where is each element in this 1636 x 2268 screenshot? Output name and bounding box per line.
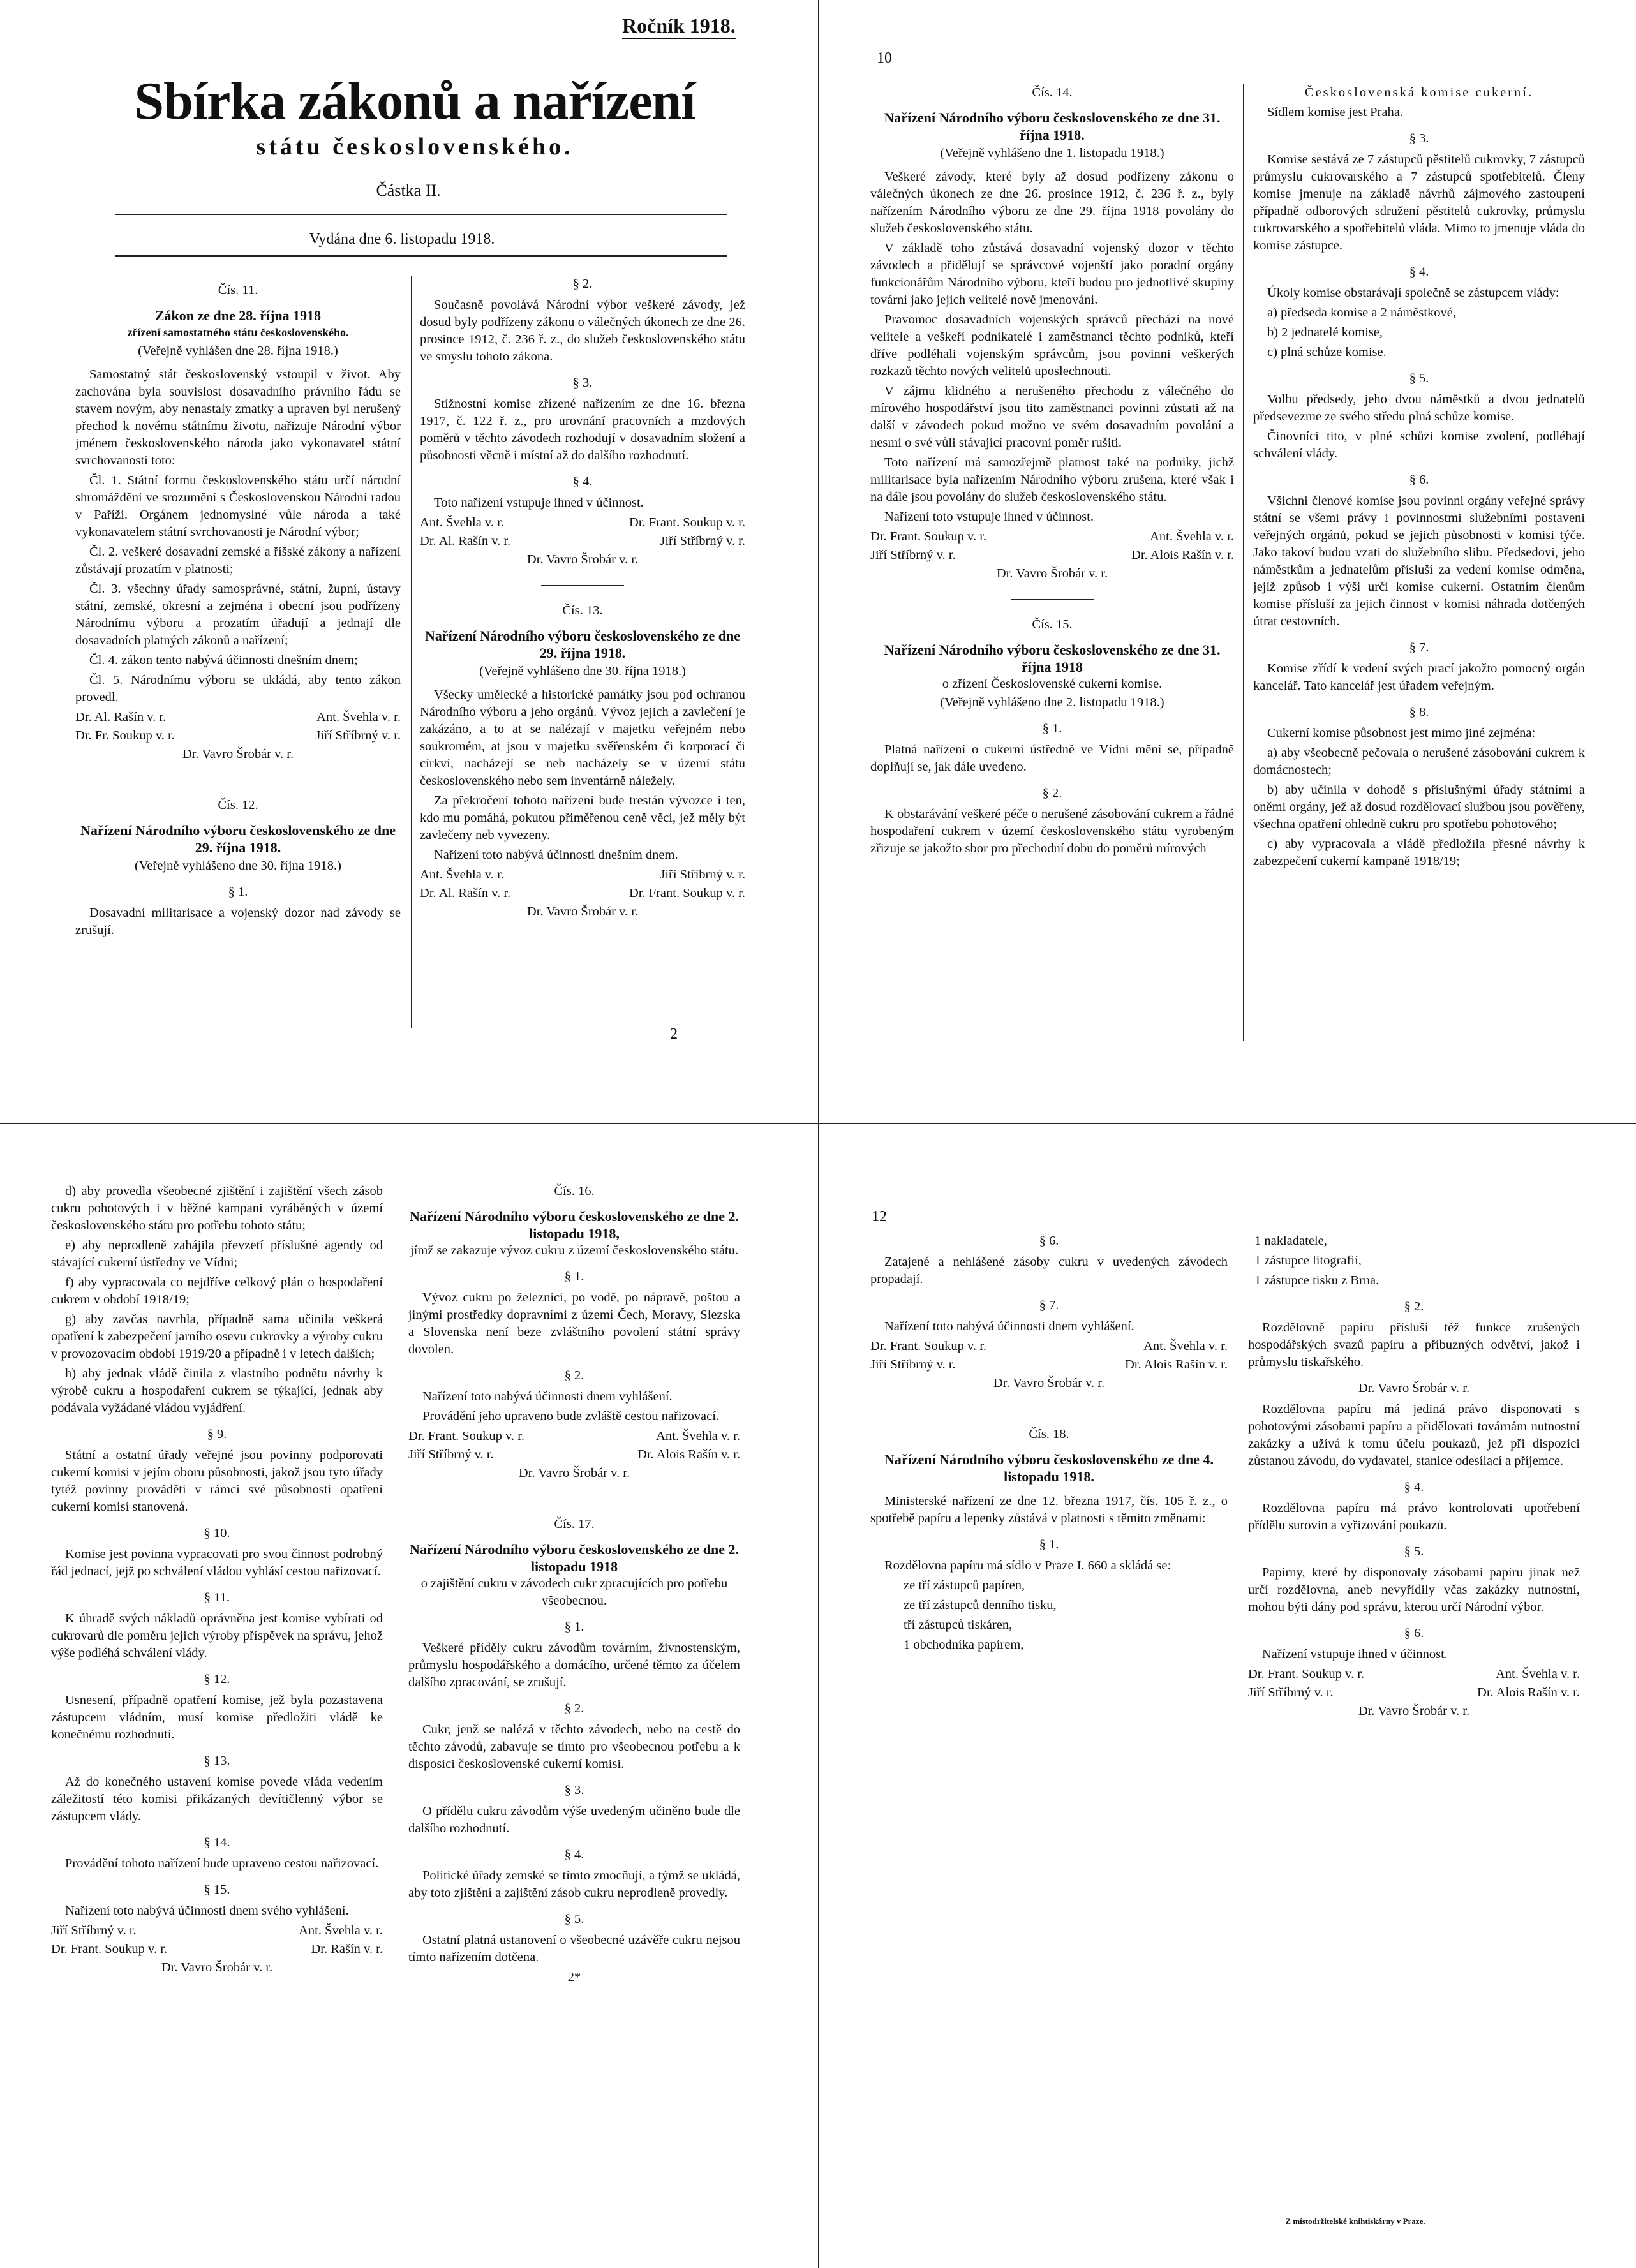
law-14-paragraph: V zájmu klidného a nerušeného přechodu z válečného do mírového hospodářství jsou tito zaměstnanci povinni zůstati až na další v závodech pokud možno ve svém dosavadním povolání a nesmí o své vůli stávající pracovní poměr rušiti. xyxy=(870,384,1234,450)
signatory: Ant. Švehla v. r. xyxy=(299,1923,383,1938)
signature-row xyxy=(870,1338,1228,1355)
paragraph-mark: § 14. xyxy=(204,1835,230,1849)
paragraph-mark: § 5. xyxy=(564,1912,584,1926)
law-14-paragraph: Pravomoc dosavadních vojenských správců přechází na nové velitele a veškeří podnikatelé i zaměstnanci těchto podniků, kteří dříve podléhali vojenským správcům, jsou povinni veškerých rozkazů těchto nových velitelů uposlechnouti. xyxy=(870,313,1234,378)
page-2-left-column xyxy=(870,84,1234,860)
law-11-article-4: Čl. 4. zákon tento nabývá účinnosti dnešním dnem; xyxy=(89,653,358,667)
law-number-17: Čís. 17. xyxy=(554,1517,595,1531)
law-13-title: Nařízení Národního výboru československého ze dne 29. října 1918. xyxy=(424,628,740,661)
law-15-section-1: Platná nařízení o cukerní ústředně ve Vídni mění se, případně doplňují se, jak dále uvedeno. xyxy=(870,743,1234,774)
law-15-section-7: Komise zřídí k vedení svých prací jakožto pomocný orgán kancelář. Tato kancelář jest úřadem veřejným. xyxy=(1253,662,1585,693)
section-text: Rozdělovně papíru přísluší též funkce zrušených hospodářských svazů papíru a příbuzných odvětví, jakož i průmyslu tiskařského. xyxy=(1248,1321,1580,1369)
signatory: Dr. Frant. Soukup v. r. xyxy=(870,530,987,544)
page-4 xyxy=(819,1124,1636,2268)
list-item: 1 zástupce litografií, xyxy=(1254,1254,1362,1268)
law-number-11: Čís. 11. xyxy=(218,283,258,297)
signature-row xyxy=(1248,1666,1580,1683)
signatory: Dr. Alois Rašín v. r. xyxy=(1477,1686,1580,1700)
printer-imprint: Z místodržitelské knihtiskárny v Praze. xyxy=(1285,2216,1425,2226)
law-number-14: Čís. 14. xyxy=(1032,85,1073,100)
law-14-paragraph: Veškeré závody, které byly až dosud podřízeny zákonu o válečných úkonech ze dne 26. prosince 1912, č. 236 ř. z., byly nařízením Národního výboru ze dne 29. října 1918 povolány do služeb československého státu. xyxy=(870,170,1234,235)
signature-row xyxy=(1248,1684,1580,1701)
page-4-left-column xyxy=(870,1233,1228,1656)
law-14-published: (Veřejně vyhlášeno dne 1. listopadu 1918.) xyxy=(940,146,1164,160)
section-text: Provádění tohoto nařízení bude upraveno cestou nařizovací. xyxy=(65,1857,379,1871)
signatory: Dr. Alois Rašín v. r. xyxy=(637,1448,740,1462)
signatory: Dr. Vavro Šrobár v. r. xyxy=(1358,1704,1470,1718)
section-text: Rozdělovna papíru má právo kontrolovati upotřebení přídělu surovin a vyřizování poukazů. xyxy=(1248,1501,1580,1532)
signature-row xyxy=(420,533,745,550)
section-text: Zatajené a nehlášené zásoby cukru v uvedených závodech propadají. xyxy=(870,1255,1228,1286)
paragraph-mark: Dr. Vavro Šrobár v. r. xyxy=(1358,1381,1470,1395)
section-text: Vývoz cukru po železnici, po vodě, po nápravě, poštou a jinými prostředky dopravními z území Čech, Moravy, Slezska a Slovenska není beze zvláštního povolení státní správy dovolen. xyxy=(408,1291,740,1356)
issue-date: Vydána dne 6. listopadu 1918. xyxy=(309,231,495,248)
page-3-right-column xyxy=(408,1183,740,1986)
section-text: Nařízení toto nabývá účinnosti dnem vyhlášení. xyxy=(422,1390,673,1404)
signatory: Jiří Stříbrný v. r. xyxy=(660,534,745,548)
paragraph-mark: § 2. xyxy=(1042,786,1062,800)
commission-name: Československá komise cukerní. xyxy=(1304,85,1534,100)
paragraph-mark: § 1. xyxy=(564,1620,584,1634)
law-11-article-3: Čl. 3. všechny úřady samosprávné, státní, župní, ústavy státní, zemské, okresní a zejména i obecní jsou podřízeny Národnímu výboru a prozatím úřadují a jednají dle dosavadních platných zákonů a nařízení; xyxy=(75,582,401,648)
paragraph-mark: § 11. xyxy=(204,1590,230,1605)
law-12-section-1: Dosavadní militarisace a vojenský dozor nad závody se zrušují. xyxy=(75,906,401,937)
paragraph-mark: § 8. xyxy=(1409,705,1429,719)
law-18-title: Nařízení Národního výboru československého ze dne 4. listopadu 1918. xyxy=(884,1451,1214,1485)
signatory: Dr. Rašín v. r. xyxy=(311,1942,383,1956)
list-item: g) aby zavčas navrhla, případně sama učinila veškerá opatření k zabezpečení jarního osevu cukrovky a výroby cukru v provozovacím období 1919/20 a případně i v letech dalších; xyxy=(51,1312,383,1361)
signatory: Dr. Vavro Šrobár v. r. xyxy=(996,567,1108,581)
paragraph-mark: § 1. xyxy=(228,885,248,899)
signatory: Ant. Švehla v. r. xyxy=(420,868,504,882)
section-text: Rozdělovna papíru má sídlo v Praze I. 660 a skládá se: xyxy=(884,1559,1171,1573)
signatory: Dr. Frant. Soukup v. r. xyxy=(870,1339,987,1353)
paragraph-mark: § 13. xyxy=(204,1754,230,1768)
section-text: K úhradě svých nákladů oprávněna jest komise vybírati od cukrovarů dle poměru jejich výroby příspěvek na správu, jehož výše podléhá schválení vlády. xyxy=(51,1612,383,1660)
list-item: ze tří zástupců denního tisku, xyxy=(904,1598,1057,1612)
page-number: 12 xyxy=(872,1208,887,1225)
paragraph-mark: § 5. xyxy=(1409,371,1429,385)
signatory: Dr. Vavro Šrobár v. r. xyxy=(161,1960,273,1975)
signatory: Jiří Stříbrný v. r. xyxy=(1248,1686,1334,1700)
signatory: Dr. Frant. Soukup v. r. xyxy=(51,1942,168,1956)
signatory: Ant. Švehla v. r. xyxy=(316,710,401,724)
section-text: Veškeré příděly cukru závodům továrním, živnostenským, průmyslu hospodářského a domácího, určené těmto za účelem dalšího zpracování, se zrušují. xyxy=(408,1641,740,1689)
law-number-12: Čís. 12. xyxy=(218,798,258,812)
page-1-right-column xyxy=(420,276,745,922)
signature-row xyxy=(420,514,745,531)
section-text: Politické úřady zemské se tímto zmocňují, a týmž se ukládá, aby toto zjištění a zajištění zásob cukru neprodleně provedly. xyxy=(408,1869,740,1900)
header-rule-bottom xyxy=(115,255,727,257)
paragraph-mark: § 5. xyxy=(1404,1545,1424,1559)
list-item: c) aby vypracovala a vládě předložila přesné návrhy k zabezpečení cukerní kampaně 1918/19; xyxy=(1253,837,1585,868)
list-item: d) aby provedla všeobecné zjištění i zajištění všech zásob cukru pohotových i v běžné kampani vyráběných v území československého státu pro potřebu tohoto státu; xyxy=(51,1184,383,1233)
paragraph-mark: § 6. xyxy=(1409,473,1429,487)
list-item: e) aby neprodleně zahájila převzetí příslušné agendy od stávající cukerní ústředny ve Vídni; xyxy=(51,1238,383,1270)
page-1-left-column xyxy=(75,276,401,942)
signatory: Jiří Stříbrný v. r. xyxy=(870,548,956,562)
page-2 xyxy=(819,0,1636,1123)
signatory: Dr. Al. Rašín v. r. xyxy=(420,534,511,548)
law-15-section-3: Komise sestává ze 7 zástupců pěstitelů cukrovky, 7 zástupců průmyslu cukrovarského a 7 zástupců spotřebitelů. Členy komise jmenuje na základě návrhů zájmového zastoupení případně odborových sdružení pěstitelů cukrovky, průmyslu cukrovarského a spotřebitelů vláda. Mimo to jmenuje vláda do komise zástupce. xyxy=(1253,152,1585,253)
law-15-subtitle: o zřízení Československé cukerní komise. xyxy=(942,677,1163,691)
paragraph-mark: § 7. xyxy=(1039,1298,1059,1312)
law-14-title: Nařízení Národního výboru československého ze dne 31. října 1918. xyxy=(884,110,1221,143)
section-text: Státní a ostatní úřady veřejné jsou povinny podporovati cukerní komisi v jejím oboru působnosti, jakož jsou tyto úřady tytéž povinny prováděti v rámci své působnosti opatření cukerní komisí stanovená. xyxy=(51,1448,383,1514)
law-15-section-8: Cukerní komise působnost jest mimo jiné zejména: xyxy=(1267,726,1536,740)
column-divider xyxy=(1243,84,1244,1041)
signatory: Dr. Vavro Šrobár v. r. xyxy=(518,1466,630,1480)
signature-row xyxy=(51,1941,383,1958)
signatory: Dr. Frant. Soukup v. r. xyxy=(408,1429,525,1443)
law-14-paragraph: V základě toho zůstává dosavadní vojenský dozor v těchto závodech a přidělují se správcové vojenští jako poradní orgány funkcionářům Národního výboru, kteří budou pro jednotlivé skupiny továrni jako jejich velitelé nově jmenováni. xyxy=(870,241,1234,307)
page-4-right-column xyxy=(1248,1233,1580,1721)
section-text: Nařízení toto nabývá účinnosti dnem svého vyhlášení. xyxy=(65,1904,349,1918)
paragraph-mark: § 6. xyxy=(1039,1234,1059,1248)
signature-row xyxy=(75,727,401,745)
signatory: Dr. Vavro Šrobár v. r. xyxy=(526,552,639,567)
section-text: Cukr, jenž se nalézá v těchto závodech, nebo na cestě do těchto závodů, zabavuje se tímto pro všeobecnou potřebu a k disposici československé cukerní komisi. xyxy=(408,1723,740,1771)
signature-row xyxy=(408,1428,740,1445)
page-number: 10 xyxy=(877,50,892,66)
paragraph-mark: § 4. xyxy=(572,475,593,489)
collection-subtitle: státu československého. xyxy=(256,133,574,160)
signatory: Jiří Stříbrný v. r. xyxy=(51,1923,137,1938)
list-item: tří zástupců tiskáren, xyxy=(904,1618,1013,1632)
law-15-section-5: Volbu předsedy, jeho dvou náměstků a dvou jednatelů předsevezme ze svého středu plná schůze komise. xyxy=(1253,392,1585,424)
signature-row xyxy=(420,885,745,902)
law-15-title: Nařízení Národního výboru československého ze dne 31. října 1918 xyxy=(884,642,1221,675)
section-text: Nařízení toto nabývá účinnosti dnem vyhlášení. xyxy=(884,1319,1134,1333)
law-14-paragraph: Nařízení toto vstupuje ihned v účinnost. xyxy=(884,510,1094,524)
signature-row xyxy=(420,866,745,884)
list-item: 1 nakladatele, xyxy=(1254,1234,1327,1248)
list-item: 1 zástupce tisku z Brna. xyxy=(1254,1273,1379,1287)
signatory: Dr. Al. Rašín v. r. xyxy=(420,886,511,900)
signatory: Dr. Vavro Šrobár v. r. xyxy=(182,747,294,761)
signatory: Dr. Alois Rašín v. r. xyxy=(1125,1358,1228,1372)
list-item: h) aby jednak vládě činila z vlastního podnětu návrhy k výrobě cukru a hospodaření cukrem se týkající, jednak aby podávala vyžádané vládou vyjádření. xyxy=(51,1367,383,1415)
law-13-paragraph: Všecky umělecké a historické památky jsou pod ochranou Národního výboru a jeho orgánů. Vývoz jejich a zavlečení je zakázáno, a to at se nalézají v majetku veřejném nebo soukromém, at jsou v majetku svěřenském či korporací či církví, nacházejí se neb nacházely se v území státu československého nebo sem inventárně náležely. xyxy=(420,688,745,788)
law-number-15: Čís. 15. xyxy=(1032,618,1073,632)
law-15-section-5b: Činovníci tito, v plné schůzi komise zvolení, podléhají schválení vlády. xyxy=(1253,429,1585,461)
law-13-published: (Veřejně vyhlášeno dne 30. října 1918.) xyxy=(479,664,686,678)
section-divider xyxy=(541,585,624,586)
section-text: Nařízení vstupuje ihned v účinnost. xyxy=(1262,1647,1448,1661)
paragraph-mark: § 2. xyxy=(572,277,593,291)
law-14-paragraph: Toto nařízení má samozřejmě platnost také na podniky, jichž militarisace byla nařízením Národního výboru zrušena, které však i na dále jsou povolány do služeb československého státu. xyxy=(870,456,1234,504)
section-text: Až do konečného ustavení komise povede vláda vedením záležitostí této komisi přikázaných devítičlenný výbor se zástupcem vlády. xyxy=(51,1775,383,1823)
signatory: Jiří Stříbrný v. r. xyxy=(870,1358,956,1372)
law-number-13: Čís. 13. xyxy=(562,604,603,618)
law-12-section-4: Toto nařízení vstupuje ihned v účinnost. xyxy=(434,496,644,510)
law-11-paragraph: Samostatný stát československý vstoupil v život. Aby zachována byla souvislost dosavadního právního řádu se stavem novým, aby nenastaly zmatky a upraven byl nerušený přechod k novému státnímu životu, nařizuje Národní výbor jménem československého národa jako vykonavatel státní svrchovanosti toto: xyxy=(75,367,401,468)
law-12-published: (Veřejně vyhlášeno dne 30. října 1918.) xyxy=(135,859,341,873)
commission-seat: Sídlem komise jest Praha. xyxy=(1267,105,1403,119)
page-2-right-column xyxy=(1253,84,1585,873)
section-text: Papírny, které by disponovaly zásobami papíru jinak než určí rozdělovna, aneb nevyřídily včas zakázky nutnostní, mohou býti dány pod správu, kterou určí Národní výbor. xyxy=(1248,1566,1580,1614)
list-item: 1 obchodníka papírem, xyxy=(904,1638,1024,1652)
page-number: 2 xyxy=(670,1026,678,1042)
signatory: Jiří Stříbrný v. r. xyxy=(660,868,745,882)
law-12-section-3: Stížnostní komise zřízené nařízením ze dne 16. března 1917, č. 122 ř. z., pro urovnání pracovních a mzdových poměrů v těchto závodech rozhodují v dosavadním složení a působnosti věcně i místní až do dalšího rozhodnutí. xyxy=(420,397,745,463)
law-11-title: Zákon ze dne 28. října 1918 xyxy=(154,308,322,323)
law-15-section-6: Všichni členové komise jsou povinni orgány veřejné správy státní se všemi právy i povinnostmi služebními postaveni veřejných orgánů, pokud se jejich působnosti v komisi týče. Jako takoví budou vzati do služebního slibu. Předsedovi, jeho náměstkům a jednatelům přísluší za vedení komise odměna, jejíž způsob i výši určí komise cukerní. Ostatním členům komise přísluší za jejich činnost v komisi náhrada dotčených útrat cestovních. xyxy=(1253,494,1585,628)
signatory: Dr. Frant. Soukup v. r. xyxy=(628,515,745,530)
law-16-subtitle: jímž se zakazuje vývoz cukru z území československého státu. xyxy=(410,1243,739,1257)
law-12-section-2: Současně povolává Národní výbor veškeré závody, jež dosud byly podřízeny zákonu o válečných úkonech ze dne 26. prosince 1912, č. 236 ř. z., do služeb československého státu ve smyslu tohoto zákona. xyxy=(420,298,745,364)
section-text: Ostatní platná ustanovení o všeobecné uzávěře cukru nejsou tímto nařízením dotčena. xyxy=(408,1933,740,1964)
signatory: Ant. Švehla v. r. xyxy=(656,1429,740,1443)
column-divider xyxy=(411,276,412,1028)
collection-title: Sbírka zákonů a nařízení xyxy=(134,71,695,131)
page-1 xyxy=(0,0,818,1123)
list-item: c) plná schůze komise. xyxy=(1267,345,1387,359)
paragraph-mark: § 12. xyxy=(204,1672,230,1686)
list-item: b) aby učinila v dohodě s příslušnými úřady státními a oněmi orgány, jež až dosud rozdělovací službou jsou pověřeny, všechna opatření ohledně cukru pro spotřebu pohotového; xyxy=(1253,783,1585,831)
page-3-left-column xyxy=(51,1183,383,1978)
list-item: a) aby všeobecně pečovala o nerušené zásobování cukrem k domácnostech; xyxy=(1253,746,1585,777)
section-text: Usnesení, případně opatření komise, jež byla pozastavena zástupcem vládním, musí komise předložiti vládě ke konečnému rozhodnutí. xyxy=(51,1693,383,1742)
paragraph-mark: § 7. xyxy=(1409,641,1429,655)
section-text: Komise jest povinna vypracovati pro svou činnost podrobný řád jednací, jejž po schválení vládou vyhlásí cestou nařizovací. xyxy=(51,1547,383,1578)
paragraph-mark: § 2. xyxy=(564,1701,584,1716)
law-11-article-5: Čl. 5. Národnímu výboru se ukládá, aby tento zákon provedl. xyxy=(75,673,401,704)
law-13-paragraph: Nařízení toto nabývá účinnosti dnešním dnem. xyxy=(434,848,678,862)
paragraph-mark: § 1. xyxy=(1039,1538,1059,1552)
signature-row xyxy=(75,709,401,726)
signature-row xyxy=(870,528,1234,545)
header-rule-top xyxy=(115,214,727,215)
signatory: Jiří Stříbrný v. r. xyxy=(408,1448,494,1462)
signature-row xyxy=(870,1356,1228,1374)
list-item: f) aby vypracovala co nejdříve celkový plán o hospodaření cukrem v období 1918/19; xyxy=(51,1275,383,1307)
paragraph-mark: § 4. xyxy=(1404,1480,1424,1494)
paragraph-mark: § 2. xyxy=(1404,1300,1424,1314)
law-13-paragraph: Za překročení tohoto nařízení bude trestán vývozce i ten, kdo mu pomáhá, pokutou přiměřenou ceně věci, jež měly být zavlečeny neb vyvezeny. xyxy=(420,794,745,842)
law-11-subtitle: zřízení samostatného státu československého. xyxy=(127,326,349,339)
signatory: Dr. Frant. Soukup v. r. xyxy=(628,886,745,900)
signatory: Dr. Vavro Šrobár v. r. xyxy=(993,1376,1105,1390)
part-number: Částka II. xyxy=(376,181,441,200)
signatory: Ant. Švehla v. r. xyxy=(1150,530,1234,544)
signatory: Dr. Frant. Soukup v. r. xyxy=(1248,1667,1365,1681)
section-text: Rozdělovna papíru má jediná právo disponovati s pohotovými zásobami papíru a přidělovati továrnám nutnostní zakázky a užívá k tomu účelu poukazů, jež při dispozici zůstanou závodu, do vydavatel, stanice odesílací a příjemce. xyxy=(1248,1402,1580,1468)
law-16-title: Nařízení Národního výboru československého ze dne 2. listopadu 1918, xyxy=(409,1208,739,1241)
signature-row xyxy=(408,1446,740,1464)
section-text: Provádění jeho upraveno bude zvláště cestou nařizovací. xyxy=(422,1409,720,1423)
paragraph-mark: § 6. xyxy=(1404,1626,1424,1640)
law-15-published: (Veřejně vyhlášeno dne 2. listopadu 1918.) xyxy=(940,695,1164,709)
paragraph-mark: § 15. xyxy=(204,1883,230,1897)
signatory: Dr. Vavro Šrobár v. r. xyxy=(526,905,639,919)
paragraph-mark: § 2. xyxy=(564,1368,584,1382)
law-number-16: Čís. 16. xyxy=(554,1184,595,1198)
paragraph-mark: § 3. xyxy=(564,1783,584,1797)
signatory: Ant. Švehla v. r. xyxy=(1143,1339,1228,1353)
paragraph-mark: § 3. xyxy=(1409,131,1429,145)
paragraph-mark: § 4. xyxy=(564,1848,584,1862)
section-text: O přídělu cukru závodům výše uvedeným učiněno bude dle dalšího rozhodnutí. xyxy=(408,1804,740,1835)
law-11-article-2: Čl. 2. veškeré dosavadní zemské a říšské zákony a nařízení zůstávají prozatím v platnosti; xyxy=(75,545,401,576)
law-number-18: Čís. 18. xyxy=(1029,1427,1069,1441)
law-17-title: Nařízení Národního výboru československého ze dne 2. listopadu 1918 xyxy=(409,1541,739,1575)
paragraph-mark: § 10. xyxy=(204,1526,230,1540)
section-divider xyxy=(1011,599,1094,600)
list-item: b) 2 jednatelé komise, xyxy=(1267,325,1383,339)
signature-row xyxy=(51,1922,383,1939)
law-11-article-1: Čl. 1. Státní formu československého státu určí národní shromáždění ve srozumění s Československou Národní radou v Paříži. Orgánem jednomyslné vůle národa a také vykonavatelem státní svrchovanosti je Národní výbor; xyxy=(75,473,401,539)
signatory: Dr. Alois Rašín v. r. xyxy=(1131,548,1234,562)
list-item: a) předseda komise a 2 náměstkové, xyxy=(1267,306,1457,320)
signature-mark: 2* xyxy=(567,1970,581,1984)
signatory: Ant. Švehla v. r. xyxy=(1496,1667,1580,1681)
paragraph-mark: § 4. xyxy=(1409,265,1429,279)
paragraph-mark: § 3. xyxy=(572,376,593,390)
law-15-section-4: Úkoly komise obstarávají společně se zástupcem vlády: xyxy=(1267,286,1559,300)
law-17-subtitle: o zajištění cukru v závodech cukr zpracujících pro potřebu všeobecnou. xyxy=(420,1576,728,1608)
paragraph-mark: § 1. xyxy=(564,1270,584,1284)
paragraph-mark: § 9. xyxy=(207,1427,227,1441)
law-12-title: Nařízení Národního výboru československého ze dne 29. října 1918. xyxy=(80,822,396,856)
volume-year: Ročník 1918. xyxy=(622,14,736,39)
law-15-section-2: K obstarávání veškeré péče o nerušené zásobování cukrem a řádné hospodaření cukrem v území československého státu vyrobeným zřizuje se jakožto sbor pro přechodní dobu do poměrů mírových xyxy=(870,807,1234,856)
law-11-published: (Veřejně vyhlášen dne 28. října 1918.) xyxy=(138,344,338,358)
law-18-intro: Ministerské nařízení ze dne 12. března 1917, čís. 105 ř. z., o spotřebě papíru a lepenky zůstává v platnosti s těmito změnami: xyxy=(870,1494,1228,1525)
paragraph-mark: § 1. xyxy=(1042,722,1062,736)
signatory: Ant. Švehla v. r. xyxy=(420,515,504,530)
signatory: Jiří Stříbrný v. r. xyxy=(315,729,401,743)
page-3 xyxy=(0,1124,818,2268)
signatory: Dr. Fr. Soukup v. r. xyxy=(75,729,175,743)
signature-row xyxy=(870,547,1234,564)
list-item: ze tří zástupců papíren, xyxy=(904,1578,1025,1592)
signatory: Dr. Al. Rašín v. r. xyxy=(75,710,167,724)
